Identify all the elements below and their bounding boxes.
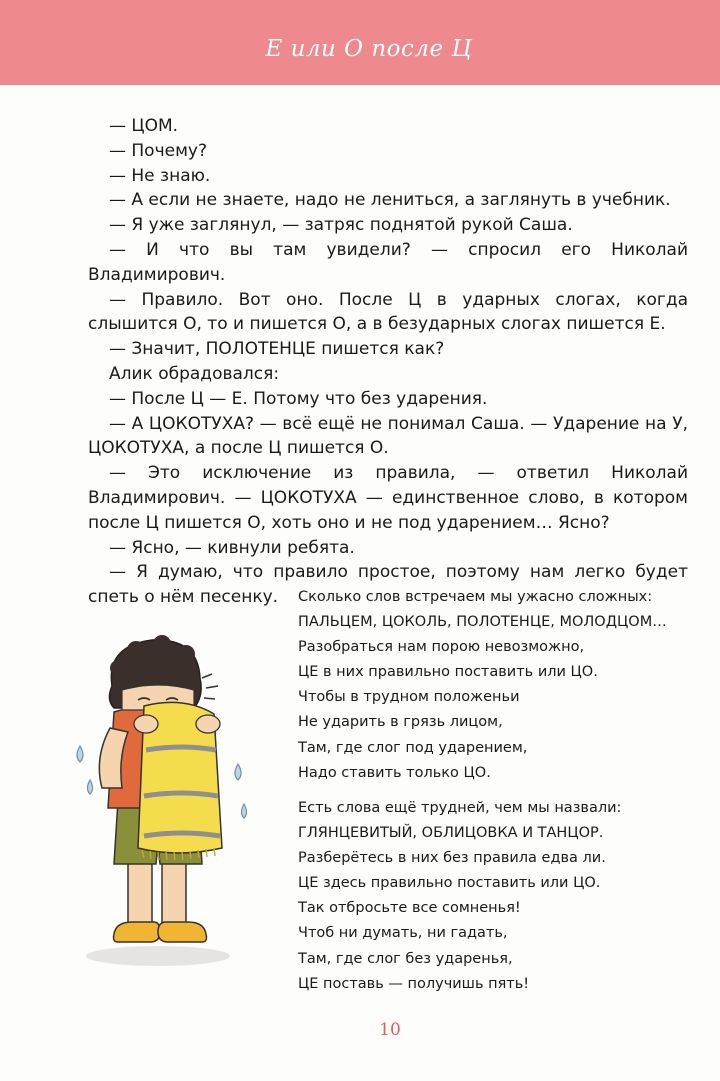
- prose-paragraph: — Ясно, — кивнули ребята.: [109, 537, 355, 558]
- poem-line: Сколько слов встречаем мы ужасно сложных:: [298, 589, 653, 605]
- poem-line: ЦЕ в них правильно поставить или ЦО.: [298, 664, 598, 681]
- poem-line: Не ударить в грязь лицом,: [298, 714, 503, 731]
- sweat-drop: [77, 746, 83, 762]
- poem-line: Разберётесь в них без правила едва ли.: [298, 850, 606, 867]
- poem-line: Чтоб ни думать, ни гадать,: [298, 925, 508, 942]
- header-band: [0, 0, 720, 85]
- poem-line: ПАЛЬЦЕМ, ЦОКОЛЬ, ПОЛОТЕНЦЕ, МОЛОДЦОМ…: [298, 614, 667, 631]
- prose-paragraph: — Я уже заглянул, — затряс поднятой рукой Саша.: [109, 215, 573, 236]
- boy-with-towel-illustration: [58, 628, 258, 973]
- floor-shadow: [86, 946, 230, 966]
- left-hand: [134, 715, 158, 733]
- chapter-title: Е или О после Ц: [265, 36, 472, 62]
- sweat-drop: [242, 804, 247, 818]
- sweat-drop: [88, 780, 93, 794]
- prose-paragraph: — Почему?: [109, 140, 207, 161]
- poem-line: Есть слова ещё трудней, чем мы назвали:: [298, 800, 622, 816]
- prose-paragraph: Алик обрадовался:: [109, 363, 280, 384]
- sweat-drop: [235, 764, 241, 780]
- page-number: 10: [379, 1020, 401, 1040]
- prose-paragraph: — Значит, ПОЛОТЕНЦЕ пишется как?: [109, 339, 445, 360]
- prose-text: [88, 114, 688, 610]
- prose-paragraph: — А ЦОКОТУХА? — всё ещё не понимал Саша. — Ударение на У, ЦОКОТУХА, а после Ц пишется О.: [88, 413, 688, 459]
- prose-paragraph: — Я думаю, что правило простое, поэтому нам легко будет спеть о нём песенку.: [88, 562, 688, 608]
- poem-line: ЦЕ поставь — получишь пять!: [298, 975, 530, 992]
- right-shoe: [158, 922, 207, 942]
- prose-paragraph: — ЦОМ.: [109, 116, 179, 136]
- prose-paragraph: — Не знаю.: [109, 165, 211, 186]
- prose-paragraph: — И что вы там увидели? — спросил его Николай Владимирович.: [88, 239, 688, 285]
- poem-line: ЦЕ здесь правильно поставить или ЦО.: [298, 875, 601, 892]
- poem-stanza-2: [298, 796, 698, 997]
- poem-line: ГЛЯНЦЕВИТЫЙ, ОБЛИЦОВКА И ТАНЦОР.: [298, 825, 604, 842]
- prose-paragraph: — А если не знаете, надо не лениться, а заглянуть в учебник.: [109, 190, 671, 211]
- right-hand: [196, 715, 220, 733]
- poem-stanza-1: [298, 585, 698, 786]
- poem-line: Разобраться нам порою невозможно,: [298, 639, 585, 656]
- poem-line: Там, где слог без ударенья,: [298, 950, 513, 967]
- poem-line: Чтобы в трудном положеньи: [298, 689, 520, 706]
- poem-line: Так отбросьте все сомненья!: [298, 900, 521, 917]
- prose-paragraph: — После Ц — Е. Потому что без ударения.: [109, 388, 488, 409]
- boy-drying-face-icon: [58, 628, 258, 973]
- poem-line: Там, где слог под ударением,: [298, 739, 528, 756]
- prose-paragraph: — Правило. Вот оно. После Ц в ударных слогах, когда слышится О, то и пишется О, а в безударных слогах пишется Е.: [88, 289, 688, 335]
- poem-line: Надо ставить только ЦО.: [298, 764, 491, 781]
- prose-paragraph: — Это исключение из правила, — ответил Николай Владимирович. — ЦОКОТУХА — единственное слово, в котором после Ц пишется О, хоть оно и не под ударением… Ясно?: [88, 463, 688, 533]
- left-shoe: [114, 922, 161, 942]
